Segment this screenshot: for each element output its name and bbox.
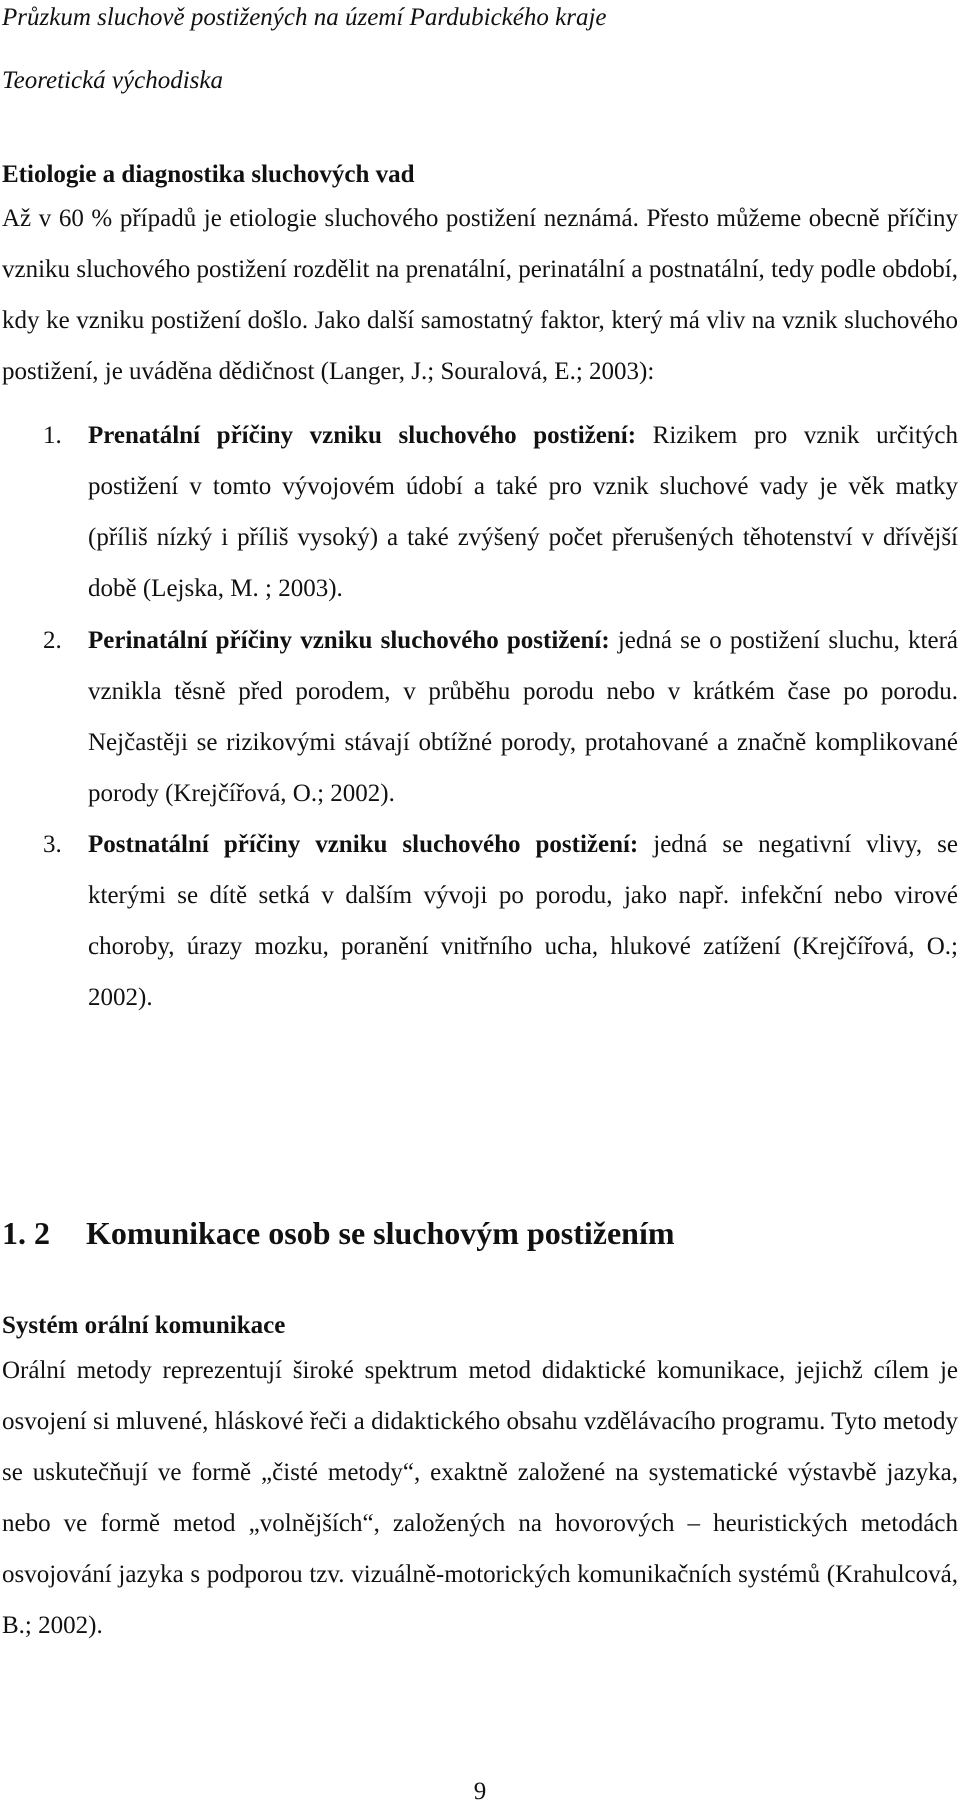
list-item-body <box>88 819 958 1023</box>
page-number: 9 <box>473 1778 487 1805</box>
etiology-heading: Etiologie a diagnostika sluchových vad <box>2 161 415 188</box>
list-item-text: jedná se o postižení sluchu, která vznikla těsně před porodem, v průběhu porodu nebo v krátkém čase po porodu. Nejčastěji se rizikovými stávají obtížné porody, protahované a značně komplikované porody (Krejčířová, O.; 2002). <box>88 627 958 807</box>
oral-communication-paragraph: Orální metody reprezentují široké spektrum metod didaktické komunikace, jejichž cílem je osvojení si mluvené, hláskové řeči a didaktického obsahu vzdělávacího programu. Tyto metody se uskutečňují ve formě „čisté metody“, exaktně založené na systematické výstavbě jazyka, nebo ve formě metod „volnějších“, založených na hovorových – heuristických metodách osvojování jazyka s podporou tzv. vizuálně-motorických komunikačních systémů (Krahulcová, B.; 2002). <box>2 1357 958 1639</box>
list-item-term: Perinatální příčiny vzniku sluchového postižení: <box>88 627 610 654</box>
etiology-intro-paragraph: Až v 60 % případů je etiologie sluchového postižení neznámá. Přesto můžeme obecně příčiny vzniku sluchového postižení rozdělit na prenatální, perinatální a postnatální, tedy podle období, kdy ke vzniku postižení došlo. Jako další samostatný faktor, který má vliv na vznik sluchového postižení, je uváděna dědičnost (Langer, J.; Souralová, E.; 2003): <box>2 205 958 385</box>
list-item-text: Rizikem pro vznik určitých postižení v tomto vývojovém údobí a také pro vznik sluchové vady je věk matky (příliš nízký i příliš vysoký) a také zvýšený počet přerušených těhotenství v dřívější době (Lejska, M. ; 2003). <box>88 422 959 602</box>
running-header-title: Průzkum sluchově postižených na území Pardubického kraje <box>2 4 607 31</box>
list-item-number: 2. <box>43 627 62 654</box>
oral-communication-heading: Systém orální komunikace <box>2 1312 286 1339</box>
list-item-number: 1. <box>43 422 62 449</box>
section-heading <box>2 1213 674 1253</box>
list-item-body <box>88 615 958 819</box>
list-item-term: Postnatální příčiny vzniku sluchového postižení: <box>88 831 639 858</box>
list-item-term: Prenatální příčiny vzniku sluchového postižení: <box>88 422 637 449</box>
section-title: Komunikace osob se sluchovým postižením <box>86 1215 675 1251</box>
list-item-text: jedná se negativní vlivy, se kterými se dítě setká v dalším vývoji po porodu, jako např. infekční nebo virové choroby, úrazy mozku, poranění vnitřního ucha, hlukové zatížení (Krejčířová, O.; 2002). <box>88 831 958 1011</box>
section-number: 1. 2 <box>2 1215 50 1251</box>
list-item-body <box>88 410 958 614</box>
list-item-number: 3. <box>43 831 62 858</box>
running-header-chapter: Teoretická východiska <box>2 67 223 94</box>
